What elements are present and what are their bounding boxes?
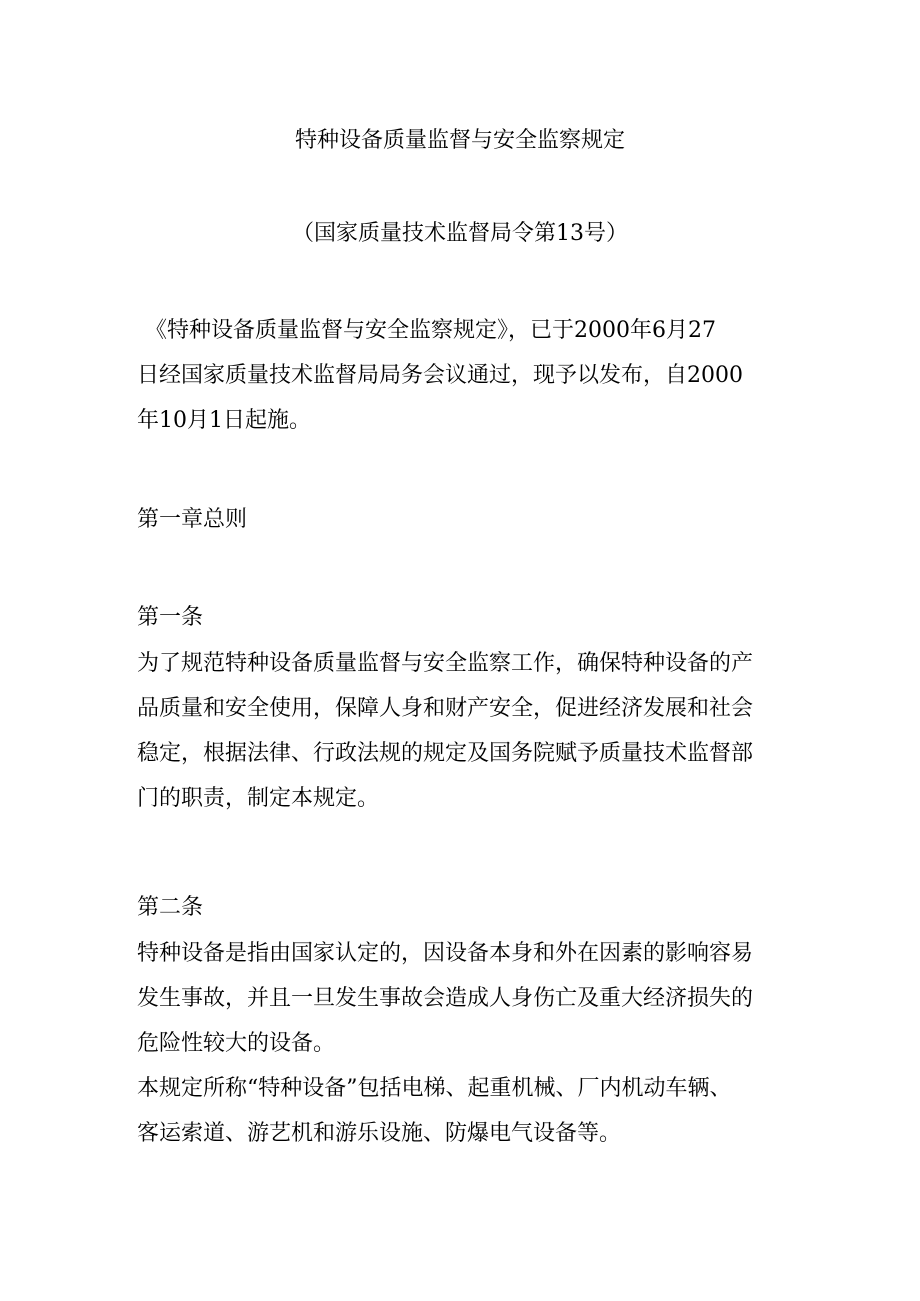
article-line: 发生事故，并且一旦发生事故会造成人身伤亡及重大经济损失的 xyxy=(137,986,754,1011)
article-line: 稳定，根据法律、行政法规的规定及国务院赋予质量技术监督部 xyxy=(137,741,754,766)
intro-line: 日经国家质量技术监督局局务会议通过，现予以发布，自2000 xyxy=(137,363,743,388)
article-line: 客运索道、游艺机和游乐设施、防爆电气设备等。 xyxy=(137,1121,622,1146)
article-line: 为了规范特种设备质量监督与安全监察工作，确保特种设备的产 xyxy=(137,651,754,676)
chapter-heading-text: 第一章总则 xyxy=(137,507,248,532)
article-heading-text: 第二条 xyxy=(137,895,204,920)
article-line: 本规定所称“特种设备”包括电梯、起重机械、厂内机动车辆、 xyxy=(137,1076,732,1101)
document-title: 特种设备质量监督与安全监察规定 xyxy=(294,128,625,153)
article-line: 特种设备是指由国家认定的，因设备本身和外在因素的影响容易 xyxy=(137,941,754,966)
article-heading-text: 第一条 xyxy=(137,605,204,630)
article-1-body xyxy=(137,641,797,821)
intro-line: 年10月1日起施。 xyxy=(137,408,311,433)
document-subtitle: （国家质量技术监督局令第13号） xyxy=(292,221,628,246)
article-1-heading xyxy=(137,595,797,640)
article-line: 品质量和安全使用，保障人身和财产安全，促进经济发展和社会 xyxy=(137,696,754,721)
intro-line: 《特种设备质量监督与安全监察规定》，已于2000年6月27 xyxy=(145,318,716,343)
article-2-heading xyxy=(137,885,797,930)
article-2-body xyxy=(137,931,797,1156)
chapter-heading xyxy=(137,497,797,542)
intro-paragraph xyxy=(137,308,797,443)
article-line: 门的职责，制定本规定。 xyxy=(137,786,380,811)
article-line: 危险性较大的设备。 xyxy=(137,1031,336,1056)
